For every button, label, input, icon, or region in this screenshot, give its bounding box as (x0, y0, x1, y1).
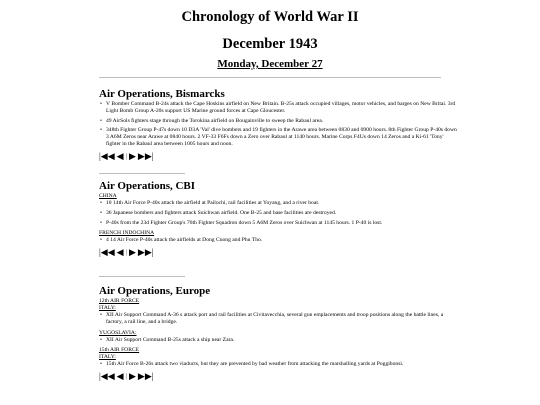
next-page-icon[interactable]: ▶ (128, 371, 136, 382)
section-nav (99, 371, 459, 381)
section-title: Air Operations, Bismarcks (99, 88, 225, 100)
first-page-icon[interactable]: |◀◀ (99, 371, 115, 382)
last-page-icon[interactable]: ▶▶| (137, 150, 154, 161)
event-list (99, 101, 459, 148)
nav-separator: | (125, 248, 127, 257)
event-list (99, 337, 459, 344)
next-page-icon[interactable]: ▶ (128, 247, 136, 258)
section-divider (99, 173, 185, 174)
list-item: • V Bomber Command B-24s attack the Cape Hoskins airfield on New Britain. B-25s attack occupied villages, motor vehicles, and barges on New Britai. 3rd Light Bomb Group A-20s support US Marine ground forces at Cape Gloucester. (99, 101, 459, 115)
section-nav (99, 151, 459, 161)
event-list (99, 312, 459, 326)
list-item: • 15th Air Force B-26s attack two viaducts, but they are prevented by bad weather from attacking the marshalling yards at Poggibonsi. (99, 361, 459, 368)
group-label-french-indochina: FRENCH INDOCHINA (99, 230, 155, 237)
list-item: • 36 Japanese bombers and fighters attack Suichwan airfield. One B-25 and base facilities are destroyed. (99, 210, 459, 217)
previous-page-icon[interactable]: ◀ (116, 247, 124, 258)
list-item: • P-40s from the 23d Fighter Group's 76th Fighter Squadron down 5 A6M Zeros over Suichwan at 1145 hours. 1 P-40 is lost. (99, 220, 459, 227)
event-list (99, 361, 459, 368)
month-heading: December 1943 (222, 36, 318, 52)
section-title: Air Operations, CBI (99, 180, 196, 192)
last-page-icon[interactable]: ▶▶| (137, 371, 154, 382)
list-item: • XII Air Support Command A-36 s attack port and rail facilities at Civitavecchia, several gun emplacements and troop positions along the battle lines, a factory, a rail line, and a bridge. (99, 312, 459, 326)
section-cbi (99, 180, 459, 257)
section-title: Air Operations, Europe (99, 285, 211, 297)
list-item: • 348th Fighter Group P-47s down 10 D3A 'Val' dive bombers and 19 fighters in the Arawe area between 0830 and 0900 hours. 8th Fighter Group P-40s down 3 A6M Zeros near Arawe at 0840 hours. 2 VF-33 F6Fs down a Zero over Rabaul at 1140 hours. Marine Corps F4Us down 14 Zeros and a Ki-61 'Tony' fighter in the Rabaul area between 1005 hours and noon. (99, 127, 459, 147)
previous-page-icon[interactable]: ◀ (116, 371, 124, 382)
next-page-icon[interactable]: ▶ (128, 150, 136, 161)
event-list (99, 200, 459, 226)
group-label-15th-air-force: 15th AIR FORCE (99, 347, 140, 354)
section-bismarcks (99, 88, 459, 161)
page-title: Chronology of World War II (181, 9, 359, 25)
group-sublabel-italy: ITALY: (99, 354, 116, 361)
section-divider (99, 276, 185, 277)
header-divider (99, 77, 441, 78)
group-sublabel-italy: ITALY: (99, 305, 116, 311)
previous-page-icon[interactable]: ◀ (116, 150, 124, 161)
list-item: • XII Air Support Command B-25s attack a ship near Zara. (99, 337, 459, 344)
list-item: • 49 AirSols fighters stage through the Torokina airfield on Bougainville to sweep the Rabaul area. (99, 118, 459, 125)
section-nav (99, 247, 459, 257)
event-list (99, 237, 459, 244)
first-page-icon[interactable]: |◀◀ (99, 247, 115, 258)
list-item: • 10 14th Air Force P-40s attack the airfield at Pailochi, rail facilities at Yoyang, and a river boat. (99, 200, 459, 207)
group-label-yugoslavia: YUGOSLAVIA: (99, 329, 137, 336)
group-label-12th-air-force: 12th AIR FORCE (99, 298, 140, 304)
nav-separator: | (125, 372, 127, 381)
list-item: • 4 14 Air Force P-40s attack the airfields at Dong Cuong and Phu Tho. (99, 237, 459, 244)
section-europe (99, 285, 459, 381)
group-label-china: CHINA (99, 193, 117, 199)
date-heading: Monday, December 27 (217, 58, 323, 70)
first-page-icon[interactable]: |◀◀ (99, 150, 115, 161)
nav-separator: | (125, 151, 127, 160)
last-page-icon[interactable]: ▶▶| (137, 247, 154, 258)
